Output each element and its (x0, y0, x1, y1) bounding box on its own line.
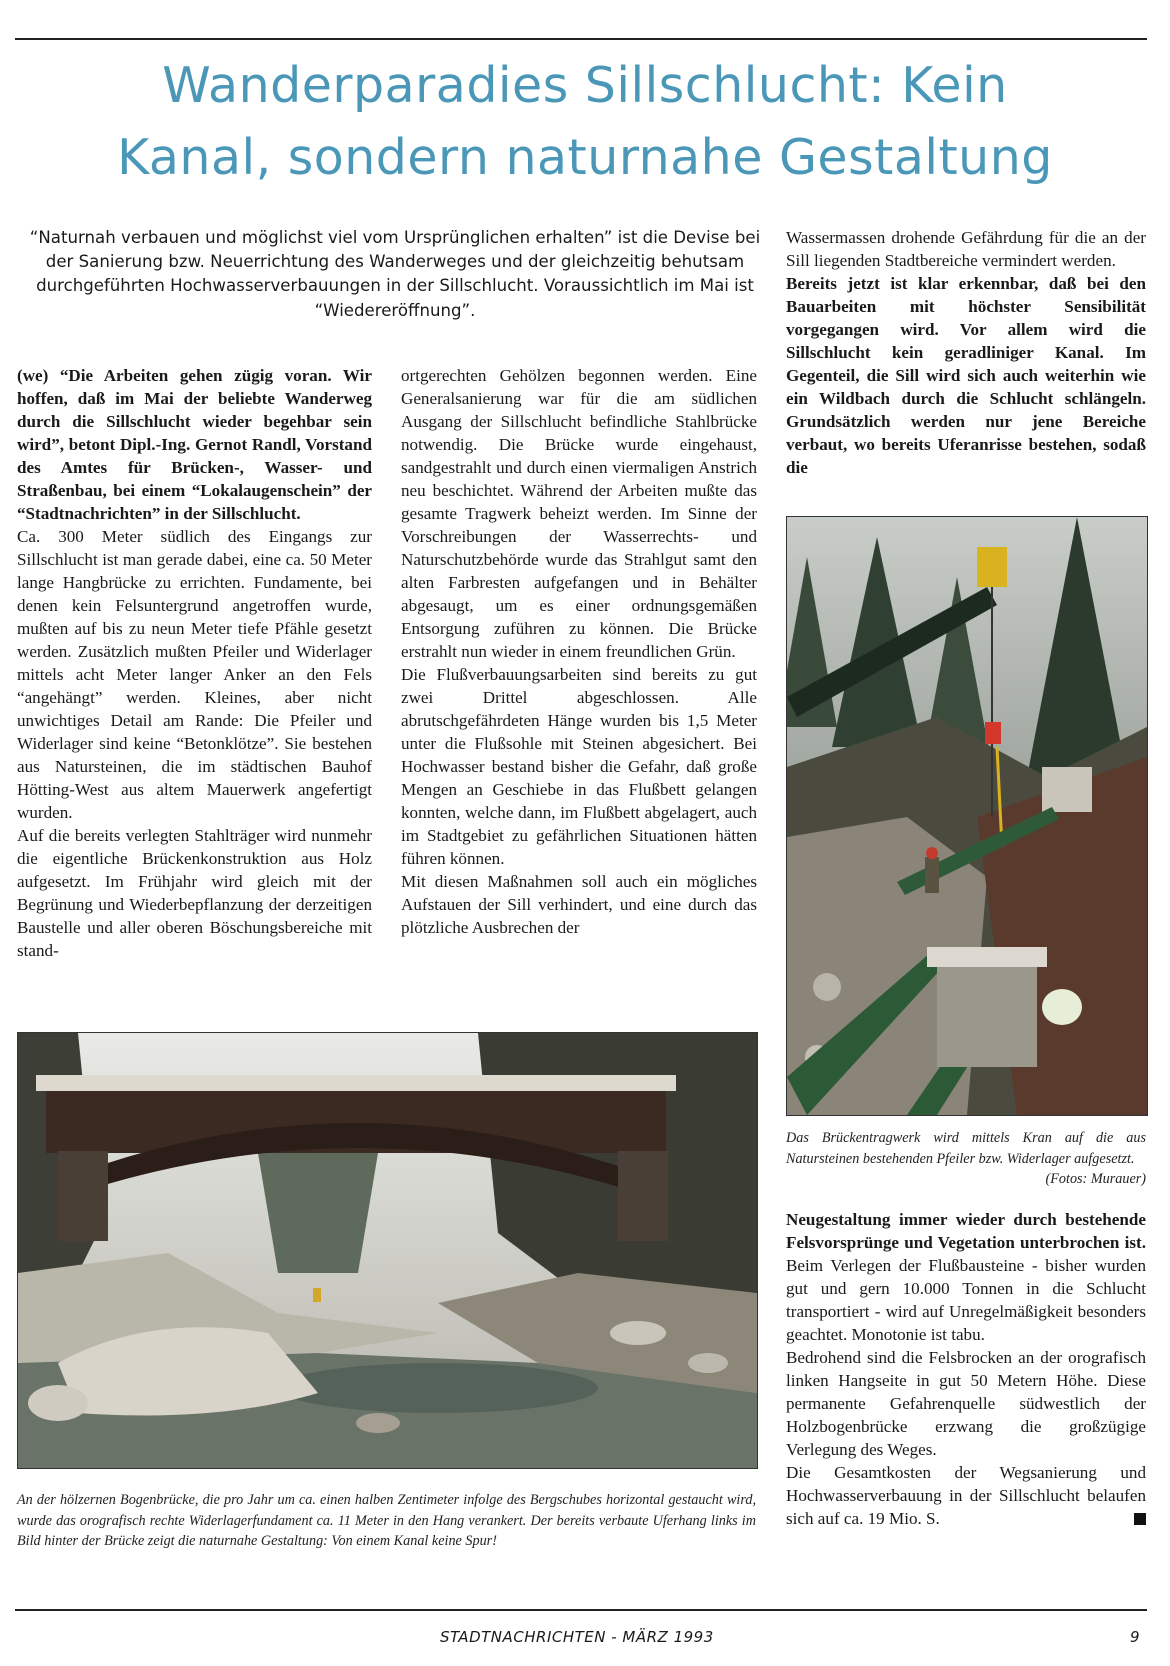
article-headline (40, 50, 1130, 194)
bridge-photo-illustration (18, 1033, 757, 1468)
bridge-photo-caption: An der hölzernen Bogenbrücke, die pro Jahr um ca. einen halben Zentimeter infolge des Bergschubes horizontal gestaucht wird, wurde das orografisch rechte Widerlagerfundament ca. 11 Meter in den Hang verankert. Der bereits verbaute Uferhang links im Bild hinter der Brücke zeigt die naturnahe Gestaltung: Von einem Kanal keine Spur! (17, 1492, 756, 1549)
column-3-bold-continuation: Neugestaltung immer wieder durch bestehende Felsvorsprünge und Vegetation unterbrochen ist. (786, 1210, 1146, 1252)
headline-line-2: Kanal, sondern naturnahe Gestaltung (117, 129, 1053, 186)
top-rule (15, 38, 1147, 40)
column-2-paragraph-1: ortgerechten Gehölzen begonnen werden. Eine Generalsanierung war für die am südlichen Ausgang der Sillschlucht befindliche Stahlbrücke notwendig. Die Brücke wurde eingehaust, sandgestrahlt und durch einen viermaligen Anstrich neu beschichtet. Während der Arbeiten mußte das gesamte Tragwerk beheizt werden. Im Sinne der Vorschreibungen der Wasserrechts- und Naturschutzbehörde wurde das Strahlgut samt den alten Farbresten aufgefangen und in Behälter abgesaugt, um es einer ordnungsgemäßen Entsorgung zuführen zu können. Die Brücke erstrahlt nun wieder in einem freundlichen Grün. (401, 366, 757, 661)
publication-footer: STADTNACHRICHTEN - MÄRZ 1993 (440, 1628, 714, 1646)
crane-caption-text: Das Brückentragwerk wird mittels Kran auf die aus Natursteinen bestehenden Pfeiler bzw. Widerlager aufgesetzt. (786, 1130, 1146, 1167)
column-3-top (786, 226, 1146, 479)
article-intro: “Naturnah verbauen und möglichst viel vom Ursprünglichen erhalten” ist die Devise bei der Sanierung bzw. Neuerrichtung des Wanderweges und der gleichzeitig behutsam durchgeführten Hochwasserverbauungen in der Sillschlucht. Voraussichtlich im Mai ist “Wiedereröffnung”. (29, 228, 761, 320)
column-3-bold-paragraph: Bereits jetzt ist klar erkennbar, daß bei den Bauarbeiten mit höchster Sensibilität vorgegangen wird. Vor allem wird die Sillschlucht kein geradliniger Kanal. Im Gegenteil, die Sill wird sich auch weiterhin wie ein Wildbach durch die Schlucht schlängeln. Grundsätzlich werden nur jene Bereiche verbaut, wo bereits Uferanrisse bestehen, sodaß die (786, 274, 1146, 477)
column-2 (401, 364, 757, 939)
column-3-paragraph-2: Beim Verlegen der Flußbausteine - bisher wurden gut und gern 10.000 Tonnen in die Schlucht transportiert - wird auf Unregelmäßigkeit besonders geachtet. Monotonie ist tabu. (786, 1256, 1146, 1344)
column-3-paragraph-1: Wassermassen drohende Gefährdung für die an der Sill liegenden Stadtbereiche vermindert werden. (786, 228, 1146, 270)
crane-photo-caption (786, 1128, 1146, 1190)
lead-paragraph: (we) “Die Arbeiten gehen zügig voran. Wir hoffen, daß im Mai der beliebte Wanderweg durch die Sillschlucht wieder begehbar sein wird”, betont Dipl.-Ing. Gernot Randl, Vorstand des Amtes für Brücken-, Wasser- und Straßenbau, bei einem “Lokalaugenschein” der “Stadtnachrichten” in der Sillschlucht. (17, 366, 372, 523)
column-1 (17, 364, 372, 962)
crane-photo-illustration (787, 517, 1147, 1115)
column-2-paragraph-2: Die Flußverbauungsarbeiten sind bereits zu gut zwei Drittel abgeschlossen. Alle abrutschgefährdeten Hänge wurden bis 1,5 Meter unter die Flußsohle mit Steinen abgesichert. Bei Hochwasser bestand bisher die Gefahr, daß große Mengen an Geschiebe in das Flußbett gelangen konnten, welche dann, im Flußbett abgelagert, auch im Stadtgebiet zu gefährlichen Situationen hätten führen können. (401, 665, 757, 868)
bridge-photo (17, 1032, 758, 1469)
column-3-paragraph-3: Bedrohend sind die Felsbrocken an der orografisch linken Hangseite in gut 50 Metern Höhe. Diese permanente Gefahrenquelle südwestlich der Holzbogenbrücke erzwang die großzügige Verlegung des Weges. (786, 1348, 1146, 1459)
column-3-paragraph-4: Die Gesamtkosten der Wegsanierung und Hochwasserverbauung in der Sillschlucht belaufen sich auf ca. 19 Mio. S. (786, 1463, 1146, 1528)
column-1-paragraph-2: Auf die bereits verlegten Stahlträger wird nunmehr die eigentliche Brückenkonstruktion aus Holz aufgesetzt. Im Frühjahr wird gleich mit der Begrünung und Wiederbepflanzung der derzeitigen Baustelle und aller oberen Böschungsbereiche mit stand- (17, 826, 372, 960)
end-of-article-mark (1134, 1513, 1146, 1525)
page-number: 9 (1130, 1628, 1140, 1646)
photo-credit: (Fotos: Murauer) (1045, 1171, 1146, 1187)
column-3-bottom (786, 1208, 1146, 1530)
bottom-rule (15, 1609, 1147, 1611)
column-2-paragraph-3: Mit diesen Maßnahmen soll auch ein mögliches Aufstauen der Sill verhindert, und eine durch das plötzliche Ausbrechen der (401, 872, 757, 937)
column-1-paragraph-1: Ca. 300 Meter südlich des Eingangs zur Sillschlucht ist man gerade dabei, eine ca. 50 Meter lange Hangbrücke zu errichten. Fundamente, bei denen kein Felsuntergrund angetroffen wurde, mußten auf bis zu neun Meter tiefe Pfähle gesetzt werden. Zusätzlich mußten Pfeiler und Widerlager mittels acht Meter langer Anker an den Fels “angehängt” werden. Kleines, aber nicht unwichtiges Detail am Rande: Die Pfeiler und Widerlager sind keine “Betonklötze”. Sie bestehen aus Natursteinen, die im städtischen Bauhof Hötting-West aus altem Mauerwerk angefertigt wurden. (17, 527, 372, 822)
headline-line-1: Wanderparadies Sillschlucht: Kein (162, 57, 1008, 114)
crane-photo (786, 516, 1148, 1116)
